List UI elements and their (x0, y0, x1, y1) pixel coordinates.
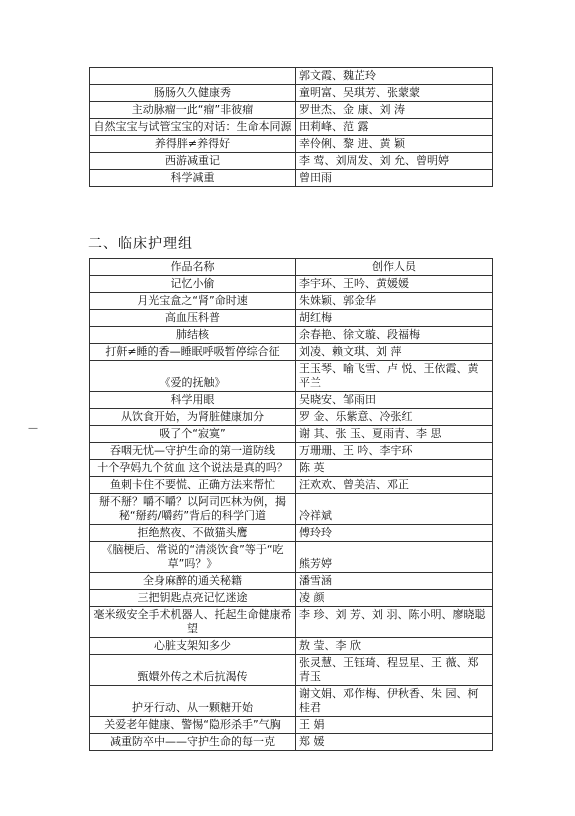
authors-cell: 潘雪涵 (296, 573, 493, 590)
work-cell: 关爱老年健康、警惕“隐形杀手”气胸 (90, 717, 296, 734)
margin-mark: — (28, 423, 38, 434)
table-row (90, 409, 493, 426)
authors-cell: 李 珍、刘 芳、刘 羽、陈小明、廖晓聪 (296, 607, 493, 638)
table-row (90, 607, 493, 638)
work-cell: 护牙行动、从一颗糖开始 (90, 686, 296, 717)
table-row (90, 494, 493, 525)
work-cell: 主动脉瘤一此“瘤”非彼瘤 (90, 102, 296, 119)
table-row (90, 392, 493, 409)
work-cell: 全身麻醉的通关秘籍 (90, 573, 296, 590)
authors-cell: 幸伶俐、黎 进、黄 颖 (296, 136, 493, 153)
authors-cell: 田莉峰、范 露 (296, 119, 493, 136)
table-row (90, 686, 493, 717)
authors-cell: 谢 其、张 玉、夏雨青、李 思 (296, 426, 493, 443)
work-cell: 掰不掰？嚼不嚼？以阿司匹林为例，揭秘“掰药/嚼药”背后的科学门道 (90, 494, 296, 525)
authors-cell: 敖 莹、李 欣 (296, 638, 493, 655)
authors-cell: 谢文娟、邓作梅、伊秋香、朱 园、柯桂君 (296, 686, 493, 717)
authors-cell: 郭文霞、魏芷玲 (296, 68, 493, 85)
work-cell: 月光宝盒之“肾”命时速 (90, 293, 296, 310)
authors-cell: 熊芳婷 (296, 542, 493, 573)
table-row (90, 525, 493, 542)
table-group-1 (89, 67, 493, 187)
authors-cell: 罗 金、乐紫意、冷张红 (296, 409, 493, 426)
authors-cell: 曾田雨 (296, 170, 493, 187)
work-cell: 科学用眼 (90, 392, 296, 409)
work-cell: 肠肠久久健康秀 (90, 85, 296, 102)
table-row (90, 68, 493, 85)
authors-cell: 罗世杰、金 康、刘 涛 (296, 102, 493, 119)
authors-cell: 凌 颜 (296, 590, 493, 607)
table-row (90, 590, 493, 607)
work-cell: 十个孕妈九个贫血 这个说法是真的吗？ (90, 460, 296, 477)
table-row (90, 361, 493, 392)
table-header-row (90, 259, 493, 276)
work-cell: 吞咽无忧—守护生命的第一道防线 (90, 443, 296, 460)
work-cell: 肺结核 (90, 327, 296, 344)
authors-cell: 冷祥斌 (296, 494, 493, 525)
table-row (90, 460, 493, 477)
authors-cell: 胡红梅 (296, 310, 493, 327)
authors-cell: 郑 媛 (296, 734, 493, 751)
work-cell: 从饮食开始，为肾脏健康加分 (90, 409, 296, 426)
table-row (90, 102, 493, 119)
authors-cell: 李宇环、王吟、黄媛媛 (296, 276, 493, 293)
authors-cell: 王玉琴、喻飞雪、卢 悦、王依霞、黄平兰 (296, 361, 493, 392)
work-cell: 自然宝宝与试管宝宝的对话：生命本同源 (90, 119, 296, 136)
table-row (90, 327, 493, 344)
table-row (90, 638, 493, 655)
work-cell: 养得胖≠养得好 (90, 136, 296, 153)
work-cell (90, 68, 296, 85)
table-row (90, 153, 493, 170)
table-row (90, 344, 493, 361)
work-cell: 鱼刺卡住不要慌、正确方法来帮忙 (90, 477, 296, 494)
table-row (90, 85, 493, 102)
table-row (90, 655, 493, 686)
work-cell: 《脑梗后、常说的“清淡饮食”等于“吃草”吗？》 (90, 542, 296, 573)
authors-cell: 童明富、吴琪芳、张蒙蒙 (296, 85, 493, 102)
table-row (90, 717, 493, 734)
table-row (90, 477, 493, 494)
table-row (90, 443, 493, 460)
table-row (90, 310, 493, 327)
table-row (90, 119, 493, 136)
work-cell: 科学减重 (90, 170, 296, 187)
table-row (90, 136, 493, 153)
work-cell: 心脏支架知多少 (90, 638, 296, 655)
authors-cell: 陈 英 (296, 460, 493, 477)
header-authors: 创作人员 (296, 259, 493, 276)
table-row (90, 276, 493, 293)
authors-cell: 吴晓安、邹雨田 (296, 392, 493, 409)
work-cell: 毫米级安全手术机器人、托起生命健康希望 (90, 607, 296, 638)
work-cell: 记忆小偷 (90, 276, 296, 293)
authors-cell: 汪欢欢、曾美洁、邓正 (296, 477, 493, 494)
authors-cell: 刘凌、赖文琪、刘 萍 (296, 344, 493, 361)
work-cell: 吸了个“寂寞” (90, 426, 296, 443)
table-row (90, 170, 493, 187)
authors-cell: 傅玲玲 (296, 525, 493, 542)
work-cell: 高血压科普 (90, 310, 296, 327)
work-cell: 拒绝熬夜、不做猫头鹰 (90, 525, 296, 542)
work-cell: 打鼾≠睡的香—睡眠呼吸暂停综合征 (90, 344, 296, 361)
table-row (90, 734, 493, 751)
authors-cell: 王 娟 (296, 717, 493, 734)
work-cell: 三把钥匙点亮记忆迷途 (90, 590, 296, 607)
work-cell: 减重防卒中——守护生命的每一克 (90, 734, 296, 751)
work-cell: 《爱的抚触》 (90, 361, 296, 392)
table-row (90, 573, 493, 590)
header-work: 作品名称 (90, 259, 296, 276)
table-row (90, 293, 493, 310)
authors-cell: 李 莺、刘周发、刘 允、曾明婷 (296, 153, 493, 170)
authors-cell: 余春艳、徐文璇、段福梅 (296, 327, 493, 344)
table-group-2 (89, 258, 493, 751)
table-row (90, 426, 493, 443)
authors-cell: 万珊珊、王 吟、李宇环 (296, 443, 493, 460)
authors-cell: 张灵慧、王钰琦、程昱星、王 薇、郑青玉 (296, 655, 493, 686)
authors-cell: 朱姝颖、郭金华 (296, 293, 493, 310)
work-cell: 甄嬛外传之术后抗渴传 (90, 655, 296, 686)
section-heading: 二、临床护理组 (88, 236, 193, 252)
work-cell: 西游减重记 (90, 153, 296, 170)
table-row (90, 542, 493, 573)
